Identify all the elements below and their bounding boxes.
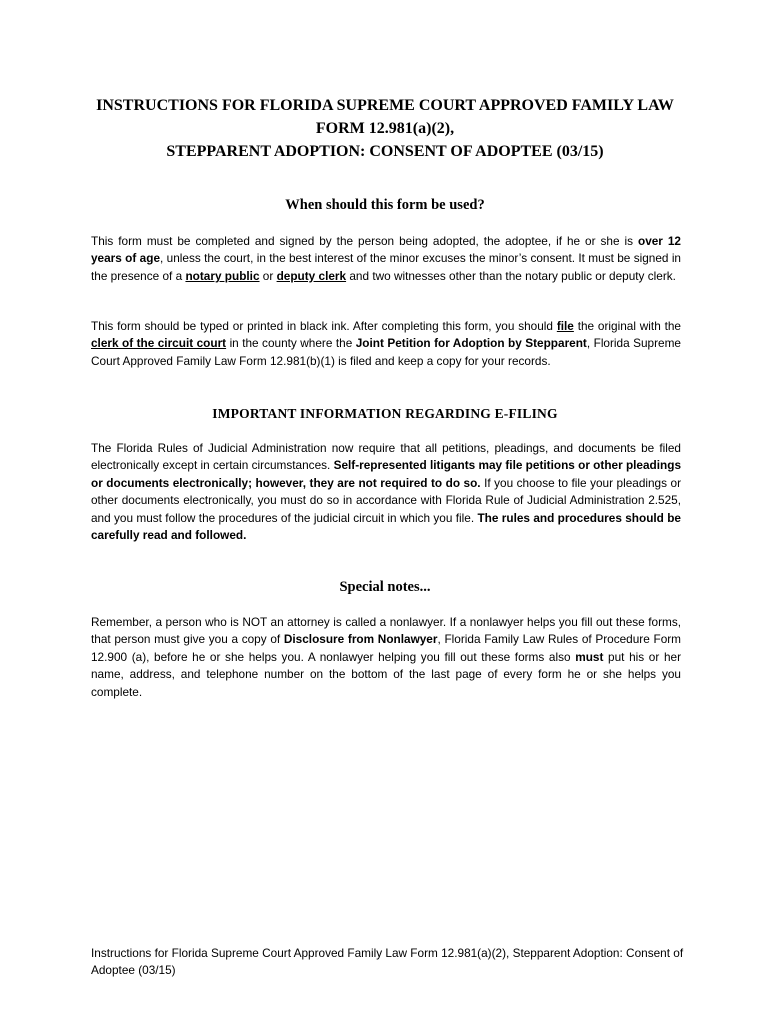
paragraph-efiling: The Florida Rules of Judicial Administration now require that all petitions, pleadings, and documents be filed electronically except in certain circumstances. Self-represented litigants may file petitions or other pleadings or documents electronically; however, they are not required to do so. If you choose to file your pleadings or other documents electronically, you must do so in accordance with Florida Rule of Judicial Administration 2.525, and you must follow the procedures of the judicial circuit in which you file. The rules and procedures should be carefully read and followed.: [91, 441, 682, 543]
paragraph-special-notes: Remember, a person who is NOT an attorney is called a nonlawyer. If a nonlawyer helps you fill out these forms, that person must give you a copy of Disclosure from Nonlawyer, Florida Family Law Rules of Procedure Form 12.900 (a), before he or she helps you. A nonlawyer helping you fill out these forms also must put his or her name, address, and telephone number on the bottom of the last page of every form he or she helps you complete.: [91, 615, 682, 699]
title-line-1: INSTRUCTIONS FOR FLORIDA SUPREME COURT APPROVED FAMILY LAW: [96, 97, 674, 114]
title-line-3: STEPPARENT ADOPTION: CONSENT OF ADOPTEE (03/15): [166, 143, 604, 160]
page-footer: Instructions for Florida Supreme Court Approved Family Law Form 12.981(a)(2), Stepparent Adoption: Consent of Adoptee (03/15): [91, 946, 684, 978]
paragraph-filing: This form should be typed or printed in black ink. After completing this form, you should file the original with the clerk of the circuit court in the county where the Joint Petition for Adoption by Stepparent, Florida Supreme Court Approved Family Law Form 12.981(b)(1) is filed and keep a copy for your records.: [91, 319, 681, 368]
bold-must: must: [575, 649, 604, 664]
bold-over-12: over 12 years of age: [91, 234, 681, 266]
file-link[interactable]: file: [556, 319, 574, 333]
section-heading-special-notes: Special notes...: [339, 579, 431, 595]
bold-joint-petition: Joint Petition for Adoption by Stepparent: [355, 336, 587, 351]
document-title: [60, 94, 710, 163]
clerk-of-circuit-court-link[interactable]: clerk of the circuit court: [91, 336, 227, 351]
paragraph-when-used: This form must be completed and signed by the person being adopted, the adoptee, if he or she is over 12 years of age, unless the court, in the best interest of the minor excuses the minor’s consent. It must be signed in the presence of a notary public or deputy clerk and two witnesses other than the notary public or deputy clerk.: [91, 234, 681, 283]
section-heading-when-used: When should this form be used?: [285, 197, 485, 213]
notary-public-link[interactable]: notary public: [185, 268, 260, 283]
title-line-2: FORM 12.981(a)(2),: [315, 120, 455, 137]
section-heading-efiling: IMPORTANT INFORMATION REGARDING E-FILING: [212, 406, 558, 421]
bold-self-represented: Self-represented litigants may file petitions or other pleadings or documents electronically; however, they are not required to do so.: [91, 458, 682, 490]
deputy-clerk-link[interactable]: deputy clerk: [276, 268, 347, 283]
bold-disclosure-nonlawyer: Disclosure from Nonlawyer: [283, 632, 438, 647]
bold-rules-procedures: The rules and procedures should be carefully read and followed.: [91, 510, 681, 543]
